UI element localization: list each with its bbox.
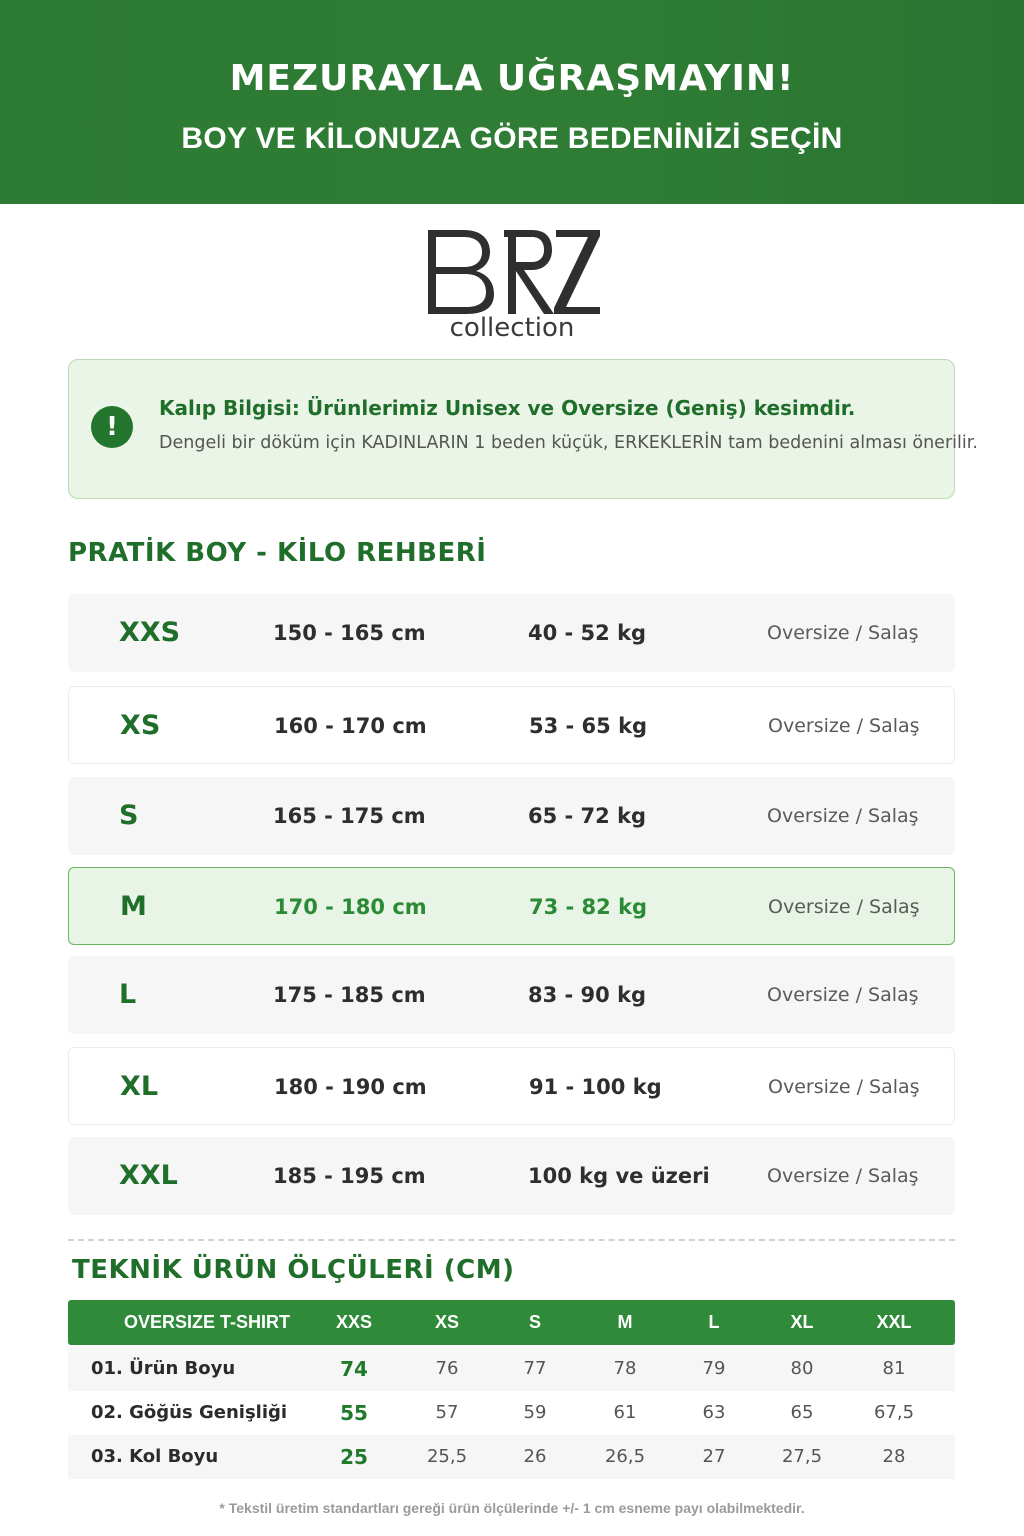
banner-subtitle: BOY VE KİLONUZA GÖRE BEDENİNİZİ SEÇİN <box>181 122 843 155</box>
weight-range: 83 - 90 kg <box>528 983 647 1007</box>
fit-type: Oversize / Salaş <box>767 622 919 644</box>
size-row-xxl <box>68 1137 955 1215</box>
table-cell: 74 <box>340 1357 368 1381</box>
table-cell: 81 <box>882 1358 906 1379</box>
info-title: Kalıp Bilgisi: Ürünlerimiz Unisex ve Oversize (Geniş) kesimdir. <box>159 396 856 420</box>
table-cell: 59 <box>523 1402 547 1423</box>
column-header-xs: XS <box>434 1312 459 1332</box>
table-cell: 77 <box>523 1358 547 1379</box>
size-row-m <box>68 867 955 945</box>
brz-logo-mark <box>420 222 604 318</box>
height-range: 175 - 185 cm <box>273 983 426 1007</box>
column-header-xxl: XXL <box>876 1312 912 1332</box>
fit-info-box <box>68 359 978 499</box>
fit-type: Oversize / Salaş <box>768 896 920 918</box>
table-cell: 28 <box>882 1446 906 1467</box>
weight-range: 53 - 65 kg <box>529 714 648 738</box>
height-range: 165 - 175 cm <box>273 804 426 828</box>
column-header-s: S <box>528 1312 541 1332</box>
size-row-xxs <box>68 594 955 672</box>
size-row-s <box>68 777 955 855</box>
weight-range: 65 - 72 kg <box>528 804 647 828</box>
table-cell: 57 <box>435 1402 459 1423</box>
fit-type: Oversize / Salaş <box>767 805 919 827</box>
table-row <box>68 1391 955 1435</box>
table-cell: 27 <box>702 1446 726 1467</box>
column-header-product: OVERSIZE T-SHIRT <box>124 1312 291 1332</box>
height-range: 150 - 165 cm <box>273 621 426 645</box>
table-row <box>68 1347 955 1391</box>
height-range: 185 - 195 cm <box>273 1164 426 1188</box>
height-range: 170 - 180 cm <box>274 895 427 919</box>
size-label: XXS <box>119 617 181 648</box>
size-label: XXL <box>119 1160 178 1191</box>
table-cell: 25 <box>340 1445 368 1469</box>
size-label: S <box>119 800 139 831</box>
table-cell: 79 <box>702 1358 726 1379</box>
table-cell: 26,5 <box>604 1446 646 1467</box>
table-header <box>68 1300 955 1345</box>
table-cell: 27,5 <box>781 1446 823 1467</box>
guide-title: PRATİK BOY - KİLO REHBERİ <box>68 538 487 568</box>
weight-range: 91 - 100 kg <box>529 1075 662 1099</box>
table-cell: 63 <box>702 1402 726 1423</box>
table-cell: 65 <box>790 1402 814 1423</box>
fit-type: Oversize / Salaş <box>768 1076 920 1098</box>
brand-logo <box>420 218 604 346</box>
column-header-xxs: XXS <box>335 1312 373 1332</box>
table-cell: 55 <box>340 1401 368 1425</box>
size-label: XS <box>120 710 161 741</box>
weight-range: 100 kg ve üzeri <box>528 1164 710 1188</box>
fit-type: Oversize / Salaş <box>768 715 920 737</box>
logo-subtitle: collection <box>449 313 575 343</box>
table-cell: 26 <box>523 1446 547 1467</box>
column-header-m: M <box>617 1312 633 1332</box>
section-divider <box>68 1239 955 1241</box>
size-row-xl <box>68 1047 955 1125</box>
size-label: XL <box>120 1071 159 1102</box>
table-cell: 80 <box>790 1358 814 1379</box>
height-range: 160 - 170 cm <box>274 714 427 738</box>
column-header-xl: XL <box>790 1312 814 1332</box>
footnote: * Tekstil üretim standartları gereği ürün ölçülerinde +/- 1 cm esneme payı olabilmektedir. <box>219 1500 805 1516</box>
column-header-l: L <box>708 1312 720 1332</box>
size-label: L <box>119 979 137 1010</box>
height-range: 180 - 190 cm <box>274 1075 427 1099</box>
header-banner <box>0 0 1024 204</box>
fit-type: Oversize / Salaş <box>767 984 919 1006</box>
table-row <box>68 1435 955 1479</box>
weight-range: 73 - 82 kg <box>529 895 648 919</box>
row-label: 02. Göğüs Genişliği <box>91 1402 288 1423</box>
size-label: M <box>120 891 147 922</box>
table-cell: 78 <box>613 1358 637 1379</box>
banner-title: MEZURAYLA UĞRAŞMAYIN! <box>229 58 795 99</box>
size-row-xs <box>68 686 955 764</box>
technical-title: TEKNİK ÜRÜN ÖLÇÜLERİ (CM) <box>72 1255 515 1285</box>
weight-range: 40 - 52 kg <box>528 621 647 645</box>
exclamation-icon: ! <box>91 406 133 448</box>
table-cell: 25,5 <box>426 1446 468 1467</box>
row-label: 03. Kol Boyu <box>91 1446 219 1467</box>
size-row-l <box>68 956 955 1034</box>
table-cell: 76 <box>435 1358 459 1379</box>
table-cell: 61 <box>613 1402 637 1423</box>
info-text: Dengeli bir döküm için KADINLARIN 1 beden küçük, ERKEKLERİN tam bedenini alması önerilir. <box>159 433 978 453</box>
fit-type: Oversize / Salaş <box>767 1165 919 1187</box>
table-cell: 67,5 <box>873 1402 915 1423</box>
row-label: 01. Ürün Boyu <box>91 1358 236 1379</box>
